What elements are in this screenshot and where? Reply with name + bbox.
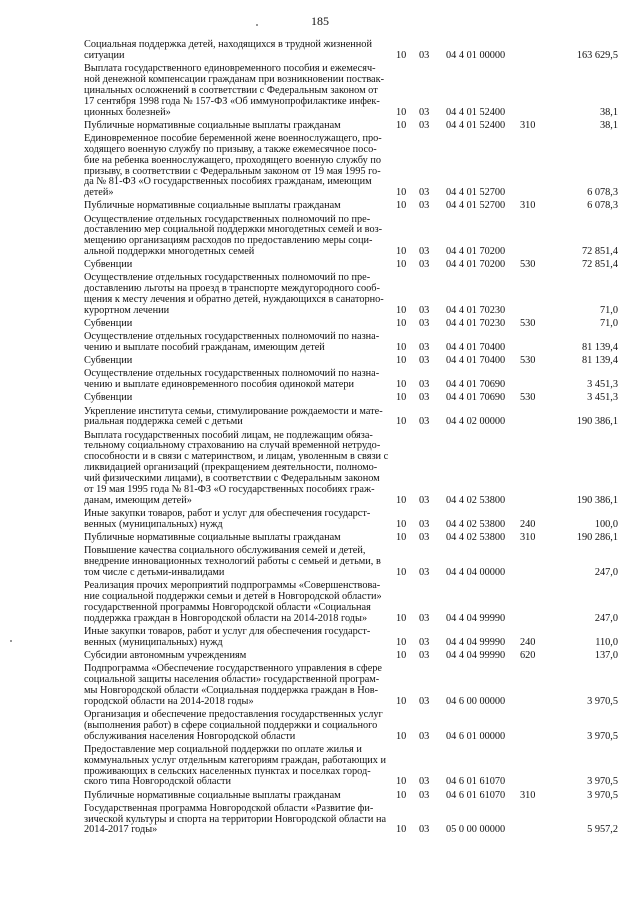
section-code: 10 bbox=[396, 259, 407, 271]
amount: 247,0 bbox=[594, 612, 618, 624]
table-row bbox=[0, 356, 640, 367]
row-name: Публичные нормативные социальные выплаты гражданам bbox=[84, 119, 341, 131]
target-article-code: 04 4 04 99990 bbox=[446, 649, 506, 661]
amount: 38,1 bbox=[599, 106, 618, 118]
subsection-code: 03 bbox=[419, 612, 430, 624]
target-article-code: 04 4 01 52400 bbox=[446, 119, 506, 131]
row-name: Укрепление института семьи, стимулирование рождаемости и мате-риальная поддержка семей с детьми bbox=[84, 405, 383, 428]
subsection-code: 03 bbox=[419, 187, 430, 199]
section-code: 10 bbox=[396, 566, 407, 578]
row-name: Единовременное пособие беременной жене военнослужащего, про-ходящего военную службу по призыву, а также ежемесячное посо-бие на ребенка военнослужащего, проходящего военную службу по призыву, в соответствии с Федеральным законом от 19 мая 1995 го-да № 81-ФЗ «О государственных пособиях гражданам, имеющим детей» bbox=[84, 132, 382, 199]
subsection-code: 03 bbox=[419, 305, 430, 317]
table-row bbox=[0, 533, 640, 544]
table-row bbox=[0, 201, 640, 212]
section-code: 10 bbox=[396, 49, 407, 61]
table-row bbox=[0, 273, 640, 317]
subsection-code: 03 bbox=[419, 379, 430, 391]
amount: 6 078,3 bbox=[587, 187, 618, 199]
target-article-code: 04 4 01 70200 bbox=[446, 246, 506, 258]
row-name: Осуществление отдельных государственных полномочий по назна-чению и выплате пособий гражданам, имеющим детей bbox=[84, 331, 380, 354]
table-row bbox=[0, 791, 640, 802]
target-article-code: 04 6 01 61070 bbox=[446, 776, 506, 788]
expense-type-code: 530 bbox=[520, 355, 536, 367]
subsection-code: 03 bbox=[419, 106, 430, 118]
target-article-code: 04 4 04 00000 bbox=[446, 566, 506, 578]
subsection-code: 03 bbox=[419, 49, 430, 61]
section-code: 10 bbox=[396, 106, 407, 118]
target-article-code: 04 4 01 52400 bbox=[446, 106, 506, 118]
amount: 137,0 bbox=[594, 649, 618, 661]
expense-type-code: 620 bbox=[520, 649, 536, 661]
row-name: Социальная поддержка детей, находящихся в трудной жизненной ситуации bbox=[84, 39, 372, 61]
row-name: Выплата государственных пособий лицам, не подлежащим обяза-тельному социальному страхованию на случай временной нетрудо-способности и в связи с материнством, и лицам, уволенным в связи с ликвидацией организаций (прекращением деятельности, полномо-чий физическими лицами), в соответствии с Федеральным законом от 19 мая 1995 года № 81-ФЗ «О государственных пособиях граж-данам, имеющим детей» bbox=[84, 429, 389, 506]
section-code: 10 bbox=[396, 318, 407, 330]
section-code: 10 bbox=[396, 379, 407, 391]
row-name: Реализация прочих мероприятий подпрограммы «Совершенствова-ние социальной поддержки семьи и детей в Новгородской области» государственной программы Новгородской области «Социальная поддержка граждан в Новгородской области на 2014-2018 годы» bbox=[84, 580, 382, 624]
target-article-code: 04 4 01 52700 bbox=[446, 187, 506, 199]
amount: 3 970,5 bbox=[587, 730, 618, 742]
section-code: 10 bbox=[396, 789, 407, 801]
subsection-code: 03 bbox=[419, 494, 430, 506]
table-row bbox=[0, 332, 640, 354]
subsection-code: 03 bbox=[419, 776, 430, 788]
section-code: 10 bbox=[396, 730, 407, 742]
row-name: Государственная программа Новгородской области «Развитие фи-зической культуры и спорта на территории Новгородской области на 2014-2017 годы» bbox=[84, 802, 387, 836]
row-name: Осуществление отдельных государственных полномочий по пре-доставлению мер социальной поддержки многодетных семей и воз-мещению организациям расходов по предоставлению меры соци-альной поддержки многодетных семей bbox=[84, 213, 383, 258]
expense-type-code: 530 bbox=[520, 318, 536, 330]
page-number: 185 bbox=[311, 14, 329, 28]
target-article-code: 04 6 00 00000 bbox=[446, 695, 506, 707]
table-row bbox=[0, 804, 640, 837]
section-code: 10 bbox=[396, 649, 407, 661]
amount: 100,0 bbox=[594, 518, 618, 530]
row-name: Осуществление отдельных государственных полномочий по назна-чению и выплате единовременного пособия одинокой матери bbox=[84, 368, 380, 391]
amount: 81 139,4 bbox=[581, 355, 618, 367]
target-article-code: 04 6 01 00000 bbox=[446, 730, 506, 742]
amount: 3 451,3 bbox=[587, 379, 618, 391]
row-name: Субвенции bbox=[84, 318, 133, 330]
table-row bbox=[0, 369, 640, 391]
table-row bbox=[0, 393, 640, 404]
amount: 163 629,5 bbox=[576, 49, 618, 61]
budget-table bbox=[0, 40, 640, 839]
subsection-code: 03 bbox=[419, 649, 430, 661]
section-code: 10 bbox=[396, 695, 407, 707]
table-row bbox=[0, 319, 640, 330]
table-row bbox=[0, 627, 640, 649]
subsection-code: 03 bbox=[419, 392, 430, 404]
target-article-code: 05 0 00 00000 bbox=[446, 824, 506, 836]
table-row bbox=[0, 581, 640, 625]
subsection-code: 03 bbox=[419, 246, 430, 258]
amount: 6 078,3 bbox=[587, 200, 618, 212]
table-row bbox=[0, 509, 640, 531]
target-article-code: 04 4 04 99990 bbox=[446, 612, 506, 624]
target-article-code: 04 4 02 53800 bbox=[446, 518, 506, 530]
row-name: Иные закупки товаров, работ и услуг для обеспечения государст-венных (муниципальных) нужд bbox=[84, 625, 371, 648]
expense-type-code: 310 bbox=[520, 119, 536, 131]
section-code: 10 bbox=[396, 776, 407, 788]
table-row bbox=[0, 134, 640, 199]
subsection-code: 03 bbox=[419, 695, 430, 707]
amount: 72 851,4 bbox=[581, 259, 618, 271]
section-code: 10 bbox=[396, 305, 407, 317]
amount: 71,0 bbox=[599, 305, 618, 317]
amount: 5 957,2 bbox=[587, 824, 618, 836]
amount: 190 386,1 bbox=[576, 416, 618, 428]
expense-type-code: 240 bbox=[520, 518, 536, 530]
amount: 3 451,3 bbox=[587, 392, 618, 404]
target-article-code: 04 4 01 70200 bbox=[446, 259, 506, 271]
amount: 71,0 bbox=[599, 318, 618, 330]
subsection-code: 03 bbox=[419, 518, 430, 530]
table-row bbox=[0, 40, 640, 62]
target-article-code: 04 4 01 70230 bbox=[446, 318, 506, 330]
table-row bbox=[0, 431, 640, 507]
amount: 110,0 bbox=[595, 636, 618, 648]
target-article-code: 04 4 02 53800 bbox=[446, 532, 506, 544]
target-article-code: 04 4 01 00000 bbox=[446, 49, 506, 61]
expense-type-code: 310 bbox=[520, 200, 536, 212]
expense-type-code: 530 bbox=[520, 392, 536, 404]
table-row bbox=[0, 407, 640, 429]
section-code: 10 bbox=[396, 612, 407, 624]
row-name: Публичные нормативные социальные выплаты гражданам bbox=[84, 200, 341, 212]
row-name: Повышение качества социального обслуживания семей и детей, внедрение инновационных технологий работы с семьей и детьми, в том числе с детьми-инвалидами bbox=[84, 545, 381, 578]
table-row bbox=[0, 651, 640, 662]
subsection-code: 03 bbox=[419, 566, 430, 578]
subsection-code: 03 bbox=[419, 730, 430, 742]
subsection-code: 03 bbox=[419, 416, 430, 428]
amount: 247,0 bbox=[594, 566, 618, 578]
amount: 72 851,4 bbox=[581, 246, 618, 258]
section-code: 10 bbox=[396, 119, 407, 131]
row-name: Субсидии автономным учреждениям bbox=[84, 649, 247, 661]
row-name: Публичные нормативные социальные выплаты гражданам bbox=[84, 532, 341, 544]
subsection-code: 03 bbox=[419, 200, 430, 212]
section-code: 10 bbox=[396, 342, 407, 354]
section-code: 10 bbox=[396, 532, 407, 544]
amount: 3 970,5 bbox=[587, 789, 618, 801]
row-name: Предоставление мер социальной поддержки по оплате жилья и коммунальных услуг отдельным категориям граждан, работающих и проживающих в сельских населенных пунктах и поселках город-ского типа Новгородской области bbox=[84, 743, 386, 788]
section-code: 10 bbox=[396, 187, 407, 199]
expense-type-code: 310 bbox=[520, 532, 536, 544]
table-row bbox=[0, 710, 640, 743]
target-article-code: 04 4 01 70690 bbox=[446, 379, 506, 391]
row-name: Организация и обеспечение предоставления государственных услуг (выполнения работ) в сфере социальной поддержки и социального обслуживания населения Новгородской области bbox=[84, 708, 383, 742]
subsection-code: 03 bbox=[419, 342, 430, 354]
row-name: Субвенции bbox=[84, 392, 133, 404]
target-article-code: 04 6 01 61070 bbox=[446, 789, 506, 801]
row-name: Выплата государственного единовременного пособия и ежемесяч-ной денежной компенсации гражданам при возникновении поствак-цинальных осложнений в соответствии с Федеральным законом от 17 сентября 1998 года № 157-ФЗ «Об иммунопрофилактике инфек-ционных болезней» bbox=[84, 63, 385, 118]
row-name: Субвенции bbox=[84, 259, 133, 271]
table-row bbox=[0, 260, 640, 271]
section-code: 10 bbox=[396, 355, 407, 367]
amount: 3 970,5 bbox=[587, 776, 618, 788]
subsection-code: 03 bbox=[419, 355, 430, 367]
target-article-code: 04 4 01 52700 bbox=[446, 200, 506, 212]
table-row bbox=[0, 745, 640, 789]
scan-speck bbox=[256, 24, 258, 26]
target-article-code: 04 4 02 53800 bbox=[446, 494, 506, 506]
amount: 3 970,5 bbox=[587, 695, 618, 707]
section-code: 10 bbox=[396, 824, 407, 836]
row-name: Осуществление отдельных государственных полномочий по пре-доставлению льготы на проезд в транспорте междугородного сооб-щения к месту лечения и обратно детей, нуждающихся в санаторно-курортном лечении bbox=[84, 272, 384, 317]
target-article-code: 04 4 02 00000 bbox=[446, 416, 506, 428]
amount: 81 139,4 bbox=[581, 342, 618, 354]
subsection-code: 03 bbox=[419, 532, 430, 544]
subsection-code: 03 bbox=[419, 318, 430, 330]
target-article-code: 04 4 01 70400 bbox=[446, 355, 506, 367]
row-name: Подпрограмма «Обеспечение государственного управления в сфере социальной защиты населения области» государственной програм-мы Новгородской области «Социальная поддержка граждан в Нов-городской области на 2014-2018 годы» bbox=[84, 662, 383, 707]
amount: 190 386,1 bbox=[576, 494, 618, 506]
subsection-code: 03 bbox=[419, 119, 430, 131]
section-code: 10 bbox=[396, 200, 407, 212]
expense-type-code: 310 bbox=[520, 789, 536, 801]
section-code: 10 bbox=[396, 392, 407, 404]
target-article-code: 04 4 04 99990 bbox=[446, 636, 506, 648]
section-code: 10 bbox=[396, 416, 407, 428]
target-article-code: 04 4 01 70690 bbox=[446, 392, 506, 404]
section-code: 10 bbox=[396, 246, 407, 258]
subsection-code: 03 bbox=[419, 824, 430, 836]
row-name: Иные закупки товаров, работ и услуг для обеспечения государст-венных (муниципальных) нужд bbox=[84, 508, 371, 530]
row-name: Публичные нормативные социальные выплаты гражданам bbox=[84, 789, 341, 801]
subsection-code: 03 bbox=[419, 636, 430, 648]
subsection-code: 03 bbox=[419, 259, 430, 271]
table-row bbox=[0, 121, 640, 132]
target-article-code: 04 4 01 70400 bbox=[446, 342, 506, 354]
table-row bbox=[0, 215, 640, 259]
table-row bbox=[0, 664, 640, 708]
section-code: 10 bbox=[396, 494, 407, 506]
section-code: 10 bbox=[396, 636, 407, 648]
row-name: Субвенции bbox=[84, 355, 133, 367]
expense-type-code: 240 bbox=[520, 636, 536, 648]
table-row bbox=[0, 64, 640, 119]
amount: 190 286,1 bbox=[576, 532, 618, 544]
amount: 38,1 bbox=[599, 119, 618, 131]
section-code: 10 bbox=[396, 518, 407, 530]
subsection-code: 03 bbox=[419, 789, 430, 801]
expense-type-code: 530 bbox=[520, 259, 536, 271]
table-row bbox=[0, 546, 640, 579]
target-article-code: 04 4 01 70230 bbox=[446, 305, 506, 317]
